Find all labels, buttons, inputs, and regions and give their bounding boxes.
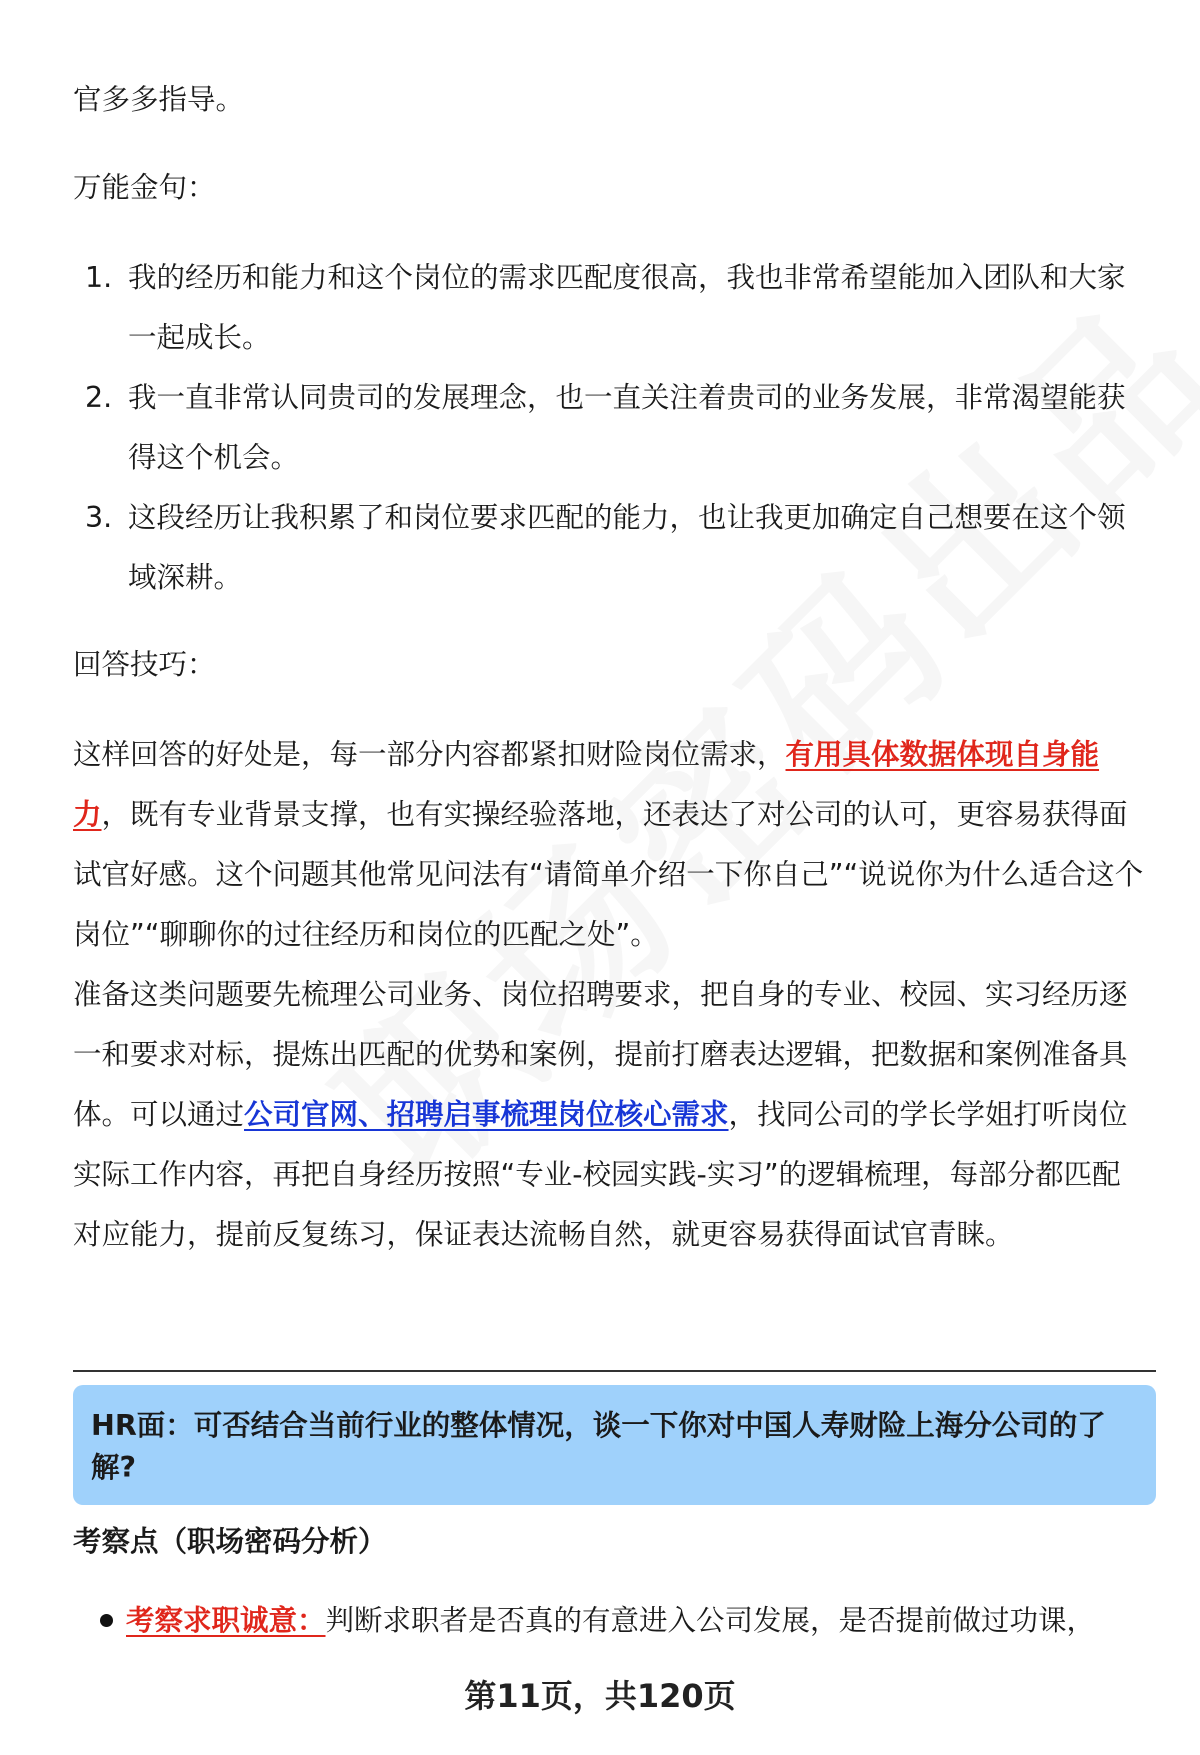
bullet-body: 判断求职者是否真的有意进入公司发展，是否提前做过功课， [325,1604,1096,1637]
section-label-tips: 回答技巧： [73,648,216,681]
list-item-text: 我的经历和能力和这个岗位的需求匹配度很高，我也非常希望能加入团队和大家一起成长。 [128,261,1126,354]
list-item-text: 这段经历让我积累了和岗位要求匹配的能力，也让我更加确定自己想要在这个领域深耕。 [128,501,1126,594]
bullet-icon [100,1614,113,1627]
tips-paragraph-1 [73,725,1146,965]
phrase-list [73,248,1146,608]
bullet-label: 考察求职诚意： [126,1604,326,1637]
list-number: 2. [85,381,113,414]
tips-paragraph-2 [73,965,1146,1265]
list-number: 3. [85,501,113,534]
para2-highlight-link[interactable]: 公司官网、招聘启事梳理岗位核心需求 [244,1098,729,1131]
intro-text: 官多多指导。 [73,83,245,116]
section-divider [73,1370,1156,1372]
page-footer: 第11页，共120页 [464,1677,736,1715]
list-item [73,248,1146,368]
list-item [73,368,1146,488]
section-label-phrases: 万能金句： [73,171,216,204]
para1-text-a: 这样回答的好处是，每一部分内容都紧扣财险岗位需求， [73,738,786,771]
para1-highlight: 有用具体数据体现自身能力 [73,738,1100,831]
para1-text-b: ，既有专业背景支撑，也有实操经验落地，还表达了对公司的认可，更容易获得面试官好感。这个问题其他常见问法有“请简单介绍一下你自己”“说说你为什么适合这个岗位”“聊聊你的过往经历和岗位的匹配之处”。 [73,798,1144,951]
list-item [73,488,1146,608]
para2-text-a: 准备这类问题要先梳理公司业务、岗位招聘要求，把自身的专业、校园、实习经历逐一和要求对标，提炼出匹配的优势和案例，提前打磨表达逻辑，把数据和案例准备具体。可以通过 [73,978,1128,1131]
analysis-heading: 考察点（职场密码分析） [73,1525,387,1558]
para2-text-b: ，找同公司的学长学姐打听岗位实际工作内容，再把自身经历按照“专业-校园实践-实习”的逻辑梳理，每部分都匹配对应能力，提前反复练习，保证表达流畅自然，就更容易获得面试官青睐。 [73,1098,1128,1251]
list-number: 1. [85,261,113,294]
question-callout: HR面：可否结合当前行业的整体情况，谈一下你对中国人寿财险上海分公司的了解? [73,1385,1156,1505]
list-item-text: 我一直非常认同贵司的发展理念，也一直关注着贵司的业务发展，非常渴望能获得这个机会。 [128,381,1126,474]
bullet-text [126,1597,1095,1645]
